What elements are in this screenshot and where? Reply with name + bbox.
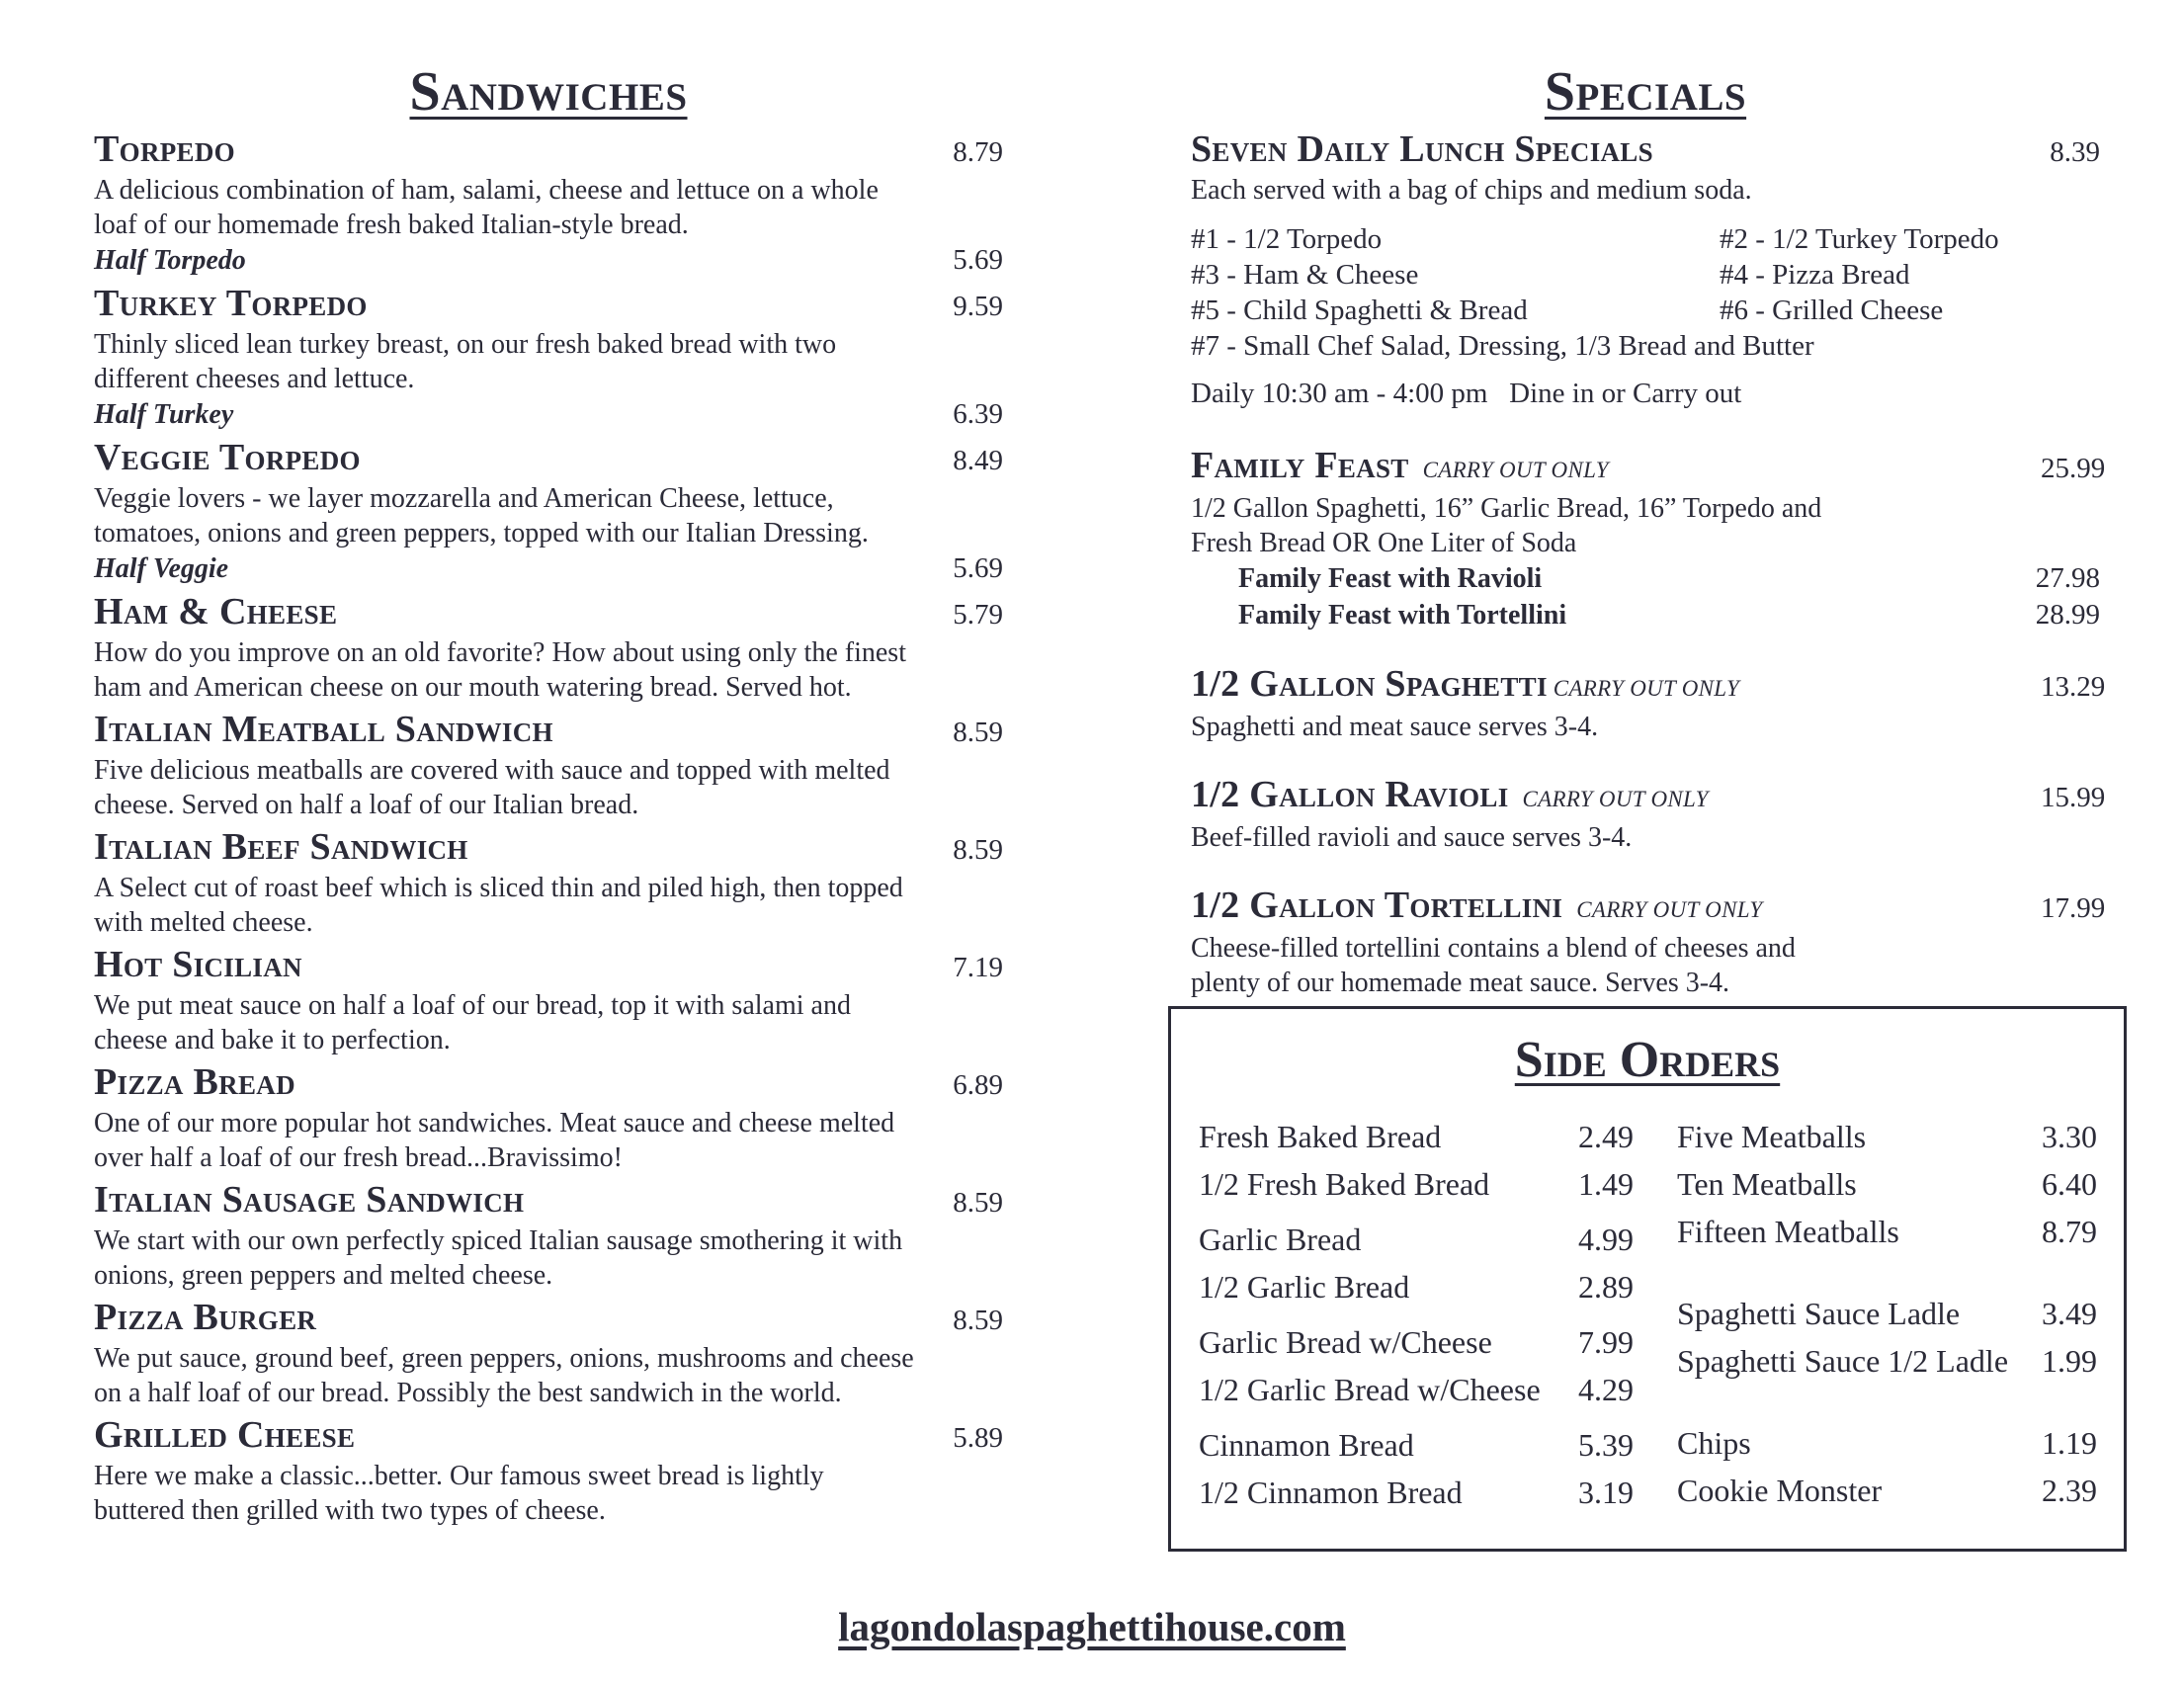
side-order-name: Chips xyxy=(1677,1425,1751,1461)
side-order-price: 1.49 xyxy=(1578,1166,1634,1202)
sandwich-price: 5.89 xyxy=(953,1422,1003,1454)
side-order-item xyxy=(1199,1263,1634,1310)
lunch-specials xyxy=(1191,128,2100,411)
sandwich-item xyxy=(94,1414,1003,1528)
lunch-specials-desc: Each served with a bag of chips and medium soda. xyxy=(1191,175,1752,206)
side-orders-right-column xyxy=(1677,1113,2097,1514)
family-feast-variant xyxy=(1191,560,2100,597)
lunch-hours: Daily 10:30 am - 4:00 pm Dine in or Carry out xyxy=(1191,378,1742,409)
family-feast-variant xyxy=(1191,597,2100,633)
lunch-specials-name: Seven Daily Lunch Specials xyxy=(1191,128,1653,170)
side-order-price: 8.79 xyxy=(2042,1214,2097,1249)
side-order-name: 1/2 Garlic Bread w/Cheese xyxy=(1199,1372,1541,1407)
family-feast-name: Family Feast xyxy=(1191,445,1409,486)
combo-item: #4 - Pizza Bread xyxy=(1720,259,1910,291)
carry-out-tag: CARRY OUT ONLY xyxy=(1522,787,1709,811)
sandwich-price: 8.79 xyxy=(953,136,1003,168)
sandwich-name: Italian Meatball Sandwich xyxy=(94,709,553,750)
variant-name: Family Feast with Tortellini xyxy=(1238,600,1567,631)
sandwiches-title: Sandwiches xyxy=(409,61,688,123)
side-order-name: Cinnamon Bread xyxy=(1199,1427,1414,1463)
sandwich-desc: We start with our own perfectly spiced Italian sausage smothering it with onions, green peppers and melted cheese. xyxy=(94,1225,903,1291)
sandwich-desc: Veggie lovers - we layer mozzarella and American Cheese, lettuce, tomatoes, onions and green peppers, topped with our Italian Dressing. xyxy=(94,483,869,548)
sandwich-desc: We put meat sauce on half a loaf of our bread, top it with salami and cheese and bake it to perfection. xyxy=(94,990,851,1055)
side-order-item xyxy=(1677,1467,2097,1514)
sandwich-item xyxy=(94,437,1003,587)
half-sandwich-name: Half Veggie xyxy=(94,553,229,584)
side-order-price: 1.19 xyxy=(2042,1425,2097,1461)
sandwich-desc: One of our more popular hot sandwiches. Meat sauce and cheese melted over half a loaf of our fresh bread...Bravissimo! xyxy=(94,1108,895,1173)
side-order-item xyxy=(1677,1208,2097,1255)
sandwich-desc: How do you improve on an old favorite? How about using only the finest ham and American cheese on our mouth watering bread. Served hot. xyxy=(94,637,906,703)
side-order-price: 5.39 xyxy=(1578,1427,1634,1463)
side-order-name: 1/2 Fresh Baked Bread xyxy=(1199,1166,1490,1202)
sandwich-name: Pizza Burger xyxy=(94,1297,317,1338)
side-order-item xyxy=(1677,1337,2097,1385)
combo-item: #3 - Ham & Cheese xyxy=(1191,259,1419,291)
sandwich-desc: We put sauce, ground beef, green peppers, onions, mushrooms and cheese on a half loaf of our bread. Possibly the best sandwich in the world. xyxy=(94,1343,914,1408)
item-desc: Cheese-filled tortellini contains a blend of cheeses and plenty of our homemade meat sauce. Serves 3-4. xyxy=(1191,933,1796,998)
item-name: 1/2 Gallon Spaghetti xyxy=(1191,663,1548,705)
side-order-name: Ten Meatballs xyxy=(1677,1166,1857,1202)
side-order-name: Spaghetti Sauce 1/2 Ladle xyxy=(1677,1343,2009,1379)
sandwich-price: 5.79 xyxy=(953,599,1003,631)
side-order-price: 3.19 xyxy=(1578,1475,1634,1510)
side-order-item xyxy=(1199,1160,1634,1208)
side-order-price: 2.89 xyxy=(1578,1269,1634,1305)
item-desc: Spaghetti and meat sauce serves 3-4. xyxy=(1191,712,1599,742)
sandwich-name: Ham & Cheese xyxy=(94,591,338,632)
combo-item: #2 - 1/2 Turkey Torpedo xyxy=(1720,223,1999,255)
sandwich-name: Grilled Cheese xyxy=(94,1414,356,1456)
sandwich-item xyxy=(94,709,1003,822)
sandwich-item xyxy=(94,283,1003,433)
sandwich-name: Torpedo xyxy=(94,128,235,170)
sandwich-price: 8.49 xyxy=(953,445,1003,476)
sandwich-desc: Five delicious meatballs are covered with sauce and topped with melted cheese. Served on half a loaf of our Italian bread. xyxy=(94,755,890,820)
sandwich-price: 8.59 xyxy=(953,1187,1003,1219)
item-price: 17.99 xyxy=(2041,892,2106,924)
sandwich-desc: Thinly sliced lean turkey breast, on our fresh baked bread with two different cheeses and lettuce. xyxy=(94,329,837,394)
half-sandwich-price: 5.69 xyxy=(953,244,1003,276)
item-desc: Beef-filled ravioli and sauce serves 3-4. xyxy=(1191,822,1633,853)
half-sandwich-name: Half Turkey xyxy=(94,399,234,430)
sandwich-item xyxy=(94,1061,1003,1175)
sandwich-price: 7.19 xyxy=(953,952,1003,983)
side-order-item xyxy=(1677,1113,2097,1160)
specials-section xyxy=(1191,61,2106,1030)
side-orders-left-column xyxy=(1199,1113,1634,1516)
sandwich-price: 8.59 xyxy=(953,1305,1003,1336)
side-order-item xyxy=(1199,1469,1634,1516)
item-name: 1/2 Gallon Ravioli xyxy=(1191,774,1509,815)
sandwich-item xyxy=(94,591,1003,705)
family-feast-price: 25.99 xyxy=(2041,453,2106,484)
combo-item: #5 - Child Spaghetti & Bread xyxy=(1191,295,1528,326)
item-price: 13.29 xyxy=(2041,671,2106,703)
sandwich-price: 9.59 xyxy=(953,291,1003,322)
sandwich-name: Hot Sicilian xyxy=(94,944,302,985)
sandwich-item xyxy=(94,128,1003,279)
side-order-name: Five Meatballs xyxy=(1677,1119,1867,1154)
half-gallon-ravioli xyxy=(1191,774,2106,855)
side-order-name: Garlic Bread w/Cheese xyxy=(1199,1324,1492,1360)
side-order-price: 4.99 xyxy=(1578,1222,1634,1257)
sandwich-name: Turkey Torpedo xyxy=(94,283,368,324)
sandwich-item xyxy=(94,1179,1003,1293)
side-orders-box xyxy=(1168,1006,2127,1552)
combo-item: #6 - Grilled Cheese xyxy=(1720,295,1944,326)
side-order-price: 1.99 xyxy=(2042,1343,2097,1379)
side-order-item xyxy=(1677,1419,2097,1467)
sandwich-desc: A Select cut of roast beef which is sliced thin and piled high, then topped with melted cheese. xyxy=(94,873,903,938)
carry-out-tag: CARRY OUT ONLY xyxy=(1553,676,1740,701)
half-gallon-tortellini xyxy=(1191,885,2106,1000)
side-order-price: 2.49 xyxy=(1578,1119,1634,1154)
side-order-price: 3.49 xyxy=(2042,1296,2097,1331)
side-order-name: Spaghetti Sauce Ladle xyxy=(1677,1296,1961,1331)
side-order-name: 1/2 Cinnamon Bread xyxy=(1199,1475,1463,1510)
side-order-item xyxy=(1199,1421,1634,1469)
variant-price: 28.99 xyxy=(2035,599,2100,631)
combo-item: #1 - 1/2 Torpedo xyxy=(1191,223,1383,255)
sandwich-name: Veggie Torpedo xyxy=(94,437,361,478)
website-link[interactable]: lagondolaspaghettihouse.com xyxy=(838,1604,1346,1649)
side-order-item xyxy=(1199,1113,1634,1160)
sandwich-name: Pizza Bread xyxy=(94,1061,295,1103)
sandwich-price: 8.59 xyxy=(953,834,1003,866)
sandwich-desc: Here we make a classic...better. Our famous sweet bread is lightly buttered then grilled with two types of cheese. xyxy=(94,1461,824,1526)
lunch-combo-list xyxy=(1191,221,2100,364)
side-order-item xyxy=(1199,1216,1634,1263)
side-order-item xyxy=(1677,1160,2097,1208)
carry-out-tag: CARRY OUT ONLY xyxy=(1422,458,1609,482)
sandwich-list xyxy=(94,128,1003,1528)
sandwich-price: 8.59 xyxy=(953,717,1003,748)
side-order-item xyxy=(1677,1290,2097,1337)
side-order-name: Garlic Bread xyxy=(1199,1222,1362,1257)
side-order-name: 1/2 Garlic Bread xyxy=(1199,1269,1410,1305)
sandwich-item xyxy=(94,826,1003,940)
sandwich-desc: A delicious combination of ham, salami, cheese and lettuce on a whole loaf of our homemade fresh baked Italian-style bread. xyxy=(94,175,879,240)
half-sandwich-price: 6.39 xyxy=(953,398,1003,430)
half-sandwich-name: Half Torpedo xyxy=(94,245,246,276)
family-feast xyxy=(1191,445,2106,633)
sandwich-price: 6.89 xyxy=(953,1069,1003,1101)
sandwiches-section xyxy=(94,61,1003,1532)
side-order-name: Fifteen Meatballs xyxy=(1677,1214,1899,1249)
specials-title: Specials xyxy=(1544,61,1747,123)
variant-price: 27.98 xyxy=(2035,562,2100,594)
side-orders-title: Side Orders xyxy=(1514,1032,1781,1088)
side-order-price: 2.39 xyxy=(2042,1473,2097,1508)
side-order-price: 7.99 xyxy=(1578,1324,1634,1360)
item-price: 15.99 xyxy=(2041,782,2106,813)
carry-out-tag: CARRY OUT ONLY xyxy=(1576,897,1763,922)
sandwich-item xyxy=(94,944,1003,1057)
side-order-item xyxy=(1199,1366,1634,1413)
variant-name: Family Feast with Ravioli xyxy=(1238,563,1543,594)
sandwich-name: Italian Beef Sandwich xyxy=(94,826,468,868)
item-name: 1/2 Gallon Tortellini xyxy=(1191,885,1563,926)
side-order-name: Cookie Monster xyxy=(1677,1473,1883,1508)
side-order-price: 6.40 xyxy=(2042,1166,2097,1202)
half-sandwich-price: 5.69 xyxy=(953,552,1003,584)
half-gallon-spaghetti xyxy=(1191,663,2106,744)
side-order-price: 3.30 xyxy=(2042,1119,2097,1154)
combo-item: #7 - Small Chef Salad, Dressing, 1/3 Bread and Butter xyxy=(1191,330,1814,362)
lunch-specials-price: 8.39 xyxy=(2050,136,2100,168)
family-feast-desc: 1/2 Gallon Spaghetti, 16” Garlic Bread, 16” Torpedo and Fresh Bread OR One Liter of Soda xyxy=(1191,493,1822,558)
side-order-price: 4.29 xyxy=(1578,1372,1634,1407)
side-order-item xyxy=(1199,1318,1634,1366)
sandwich-name: Italian Sausage Sandwich xyxy=(94,1179,525,1221)
sandwich-item xyxy=(94,1297,1003,1410)
side-order-name: Fresh Baked Bread xyxy=(1199,1119,1442,1154)
